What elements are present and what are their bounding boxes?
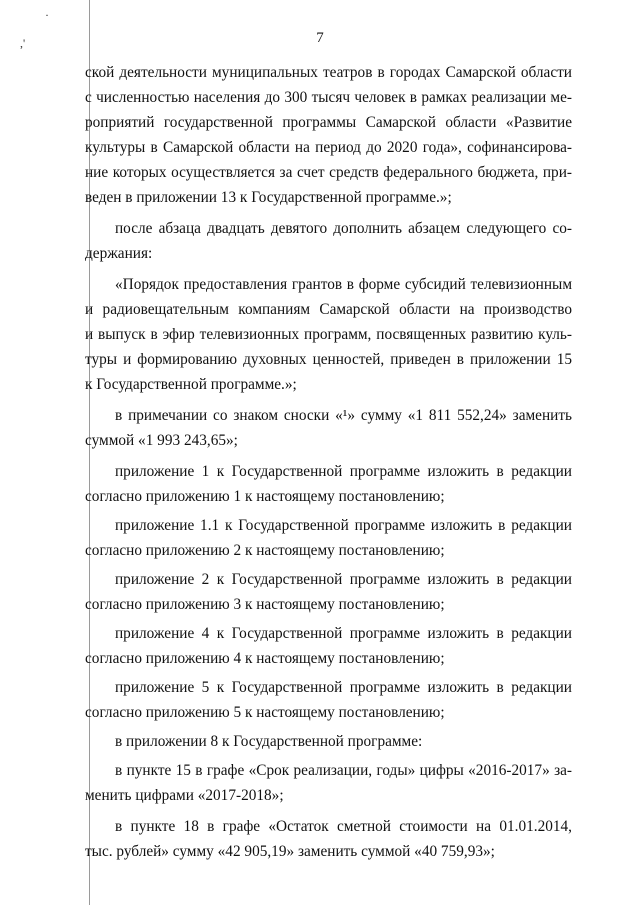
text-line: приложение 1 к Государственной программе изложить в редакции xyxy=(115,463,572,480)
text-line: роприятий государственной программы Самарской области «Развитие xyxy=(85,114,572,131)
page-number: 7 xyxy=(316,30,324,46)
scan-speck: ,' xyxy=(20,36,26,50)
text-line: к Государственной программе.»; xyxy=(85,376,297,393)
text-line: в пункте 18 в графе «Остаток сметной стоимости на 01.01.2014, xyxy=(115,818,572,835)
text-line: и выпуск в эфир телевизионных программ, посвященных развитию куль- xyxy=(85,326,572,343)
text-line: туры и формированию духовных ценностей, приведен в приложении 15 xyxy=(85,351,572,368)
text-line: приложение 4 к Государственной программе изложить в редакции xyxy=(115,625,572,642)
text-line: с численностью населения до 300 тысяч человек в рамках реализации ме- xyxy=(85,89,572,106)
text-line: согласно приложению 3 к настоящему постановлению; xyxy=(85,596,445,613)
text-line: в примечании со знаком сноски «¹» сумму «1 811 552,24» заменить xyxy=(115,407,572,424)
scan-speck: · xyxy=(45,8,49,22)
text-line: в приложении 8 к Государственной программе: xyxy=(115,733,423,750)
text-line: приложение 2 к Государственной программе изложить в редакции xyxy=(115,571,572,588)
text-line: держания: xyxy=(85,245,153,262)
text-line: согласно приложению 2 к настоящему постановлению; xyxy=(85,542,445,559)
document-body xyxy=(85,60,572,864)
text-line: приложение 1.1 к Государственной программе изложить в редакции xyxy=(115,517,572,534)
text-line: и радиовещательным компаниям Самарской области на производство xyxy=(85,301,572,318)
text-line: в пункте 15 в графе «Срок реализации, годы» цифры «2016-2017» за- xyxy=(115,762,572,779)
text-line: приложение 5 к Государственной программе изложить в редакции xyxy=(115,679,572,696)
text-line: суммой «1 993 243,65»; xyxy=(85,432,238,449)
text-line: согласно приложению 4 к настоящему постановлению; xyxy=(85,650,445,667)
text-line: после абзаца двадцать девятого дополнить абзацем следующего со- xyxy=(115,220,572,237)
text-line: согласно приложению 1 к настоящему постановлению; xyxy=(85,488,445,505)
text-line: «Порядок предоставления грантов в форме субсидий телевизионным xyxy=(115,276,572,293)
text-line: ской деятельности муниципальных театров в городах Самарской области xyxy=(85,64,572,81)
text-line: культуры в Самарской области на период до 2020 года», софинансирова- xyxy=(85,139,572,156)
text-line: согласно приложению 5 к настоящему постановлению; xyxy=(85,704,445,721)
text-line: веден в приложении 13 к Государственной программе.»; xyxy=(85,189,452,206)
text-line: тыс. рублей» сумму «42 905,19» заменить суммой «40 759,93»; xyxy=(85,843,495,860)
text-line: ние которых осуществляется за счет средств федерального бюджета, при- xyxy=(85,164,572,181)
text-line: менить цифрами «2017-2018»; xyxy=(85,787,284,804)
